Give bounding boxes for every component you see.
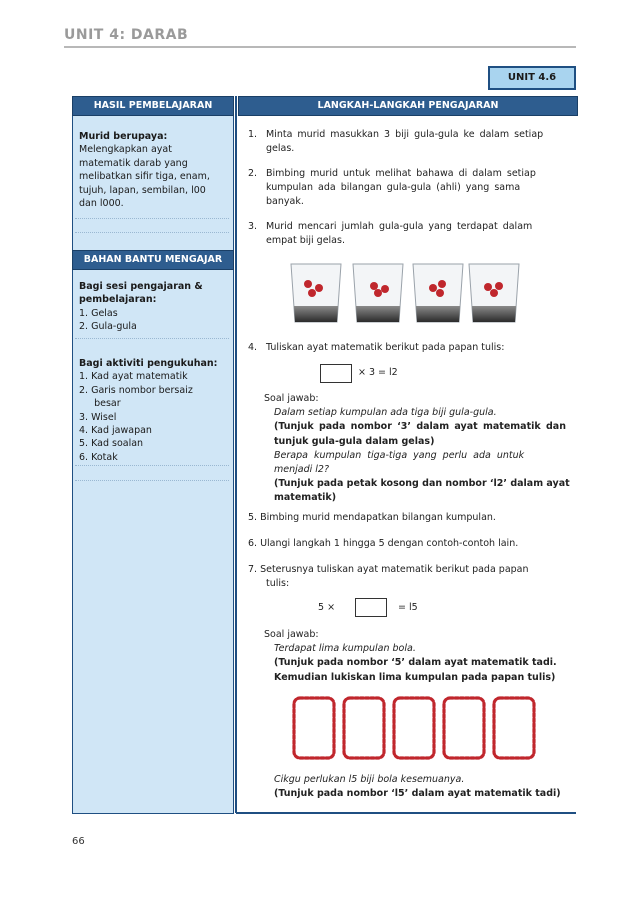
soal-line: Terdapat lima kumpulan bola. bbox=[274, 643, 416, 655]
step-5: 5. Bimbing murid mendapatkan bilangan kumpulan. bbox=[248, 512, 496, 523]
soal-line: Dalam setiap kumpulan ada tiga biji gula-gula. bbox=[274, 407, 497, 419]
bead-group bbox=[444, 698, 484, 758]
step-text: Minta murid masukkan 3 biji gula-gula ke dalam setiap bbox=[266, 129, 544, 140]
aktiviti-item: 3. Wisel bbox=[79, 411, 117, 423]
aktiviti-item: 2. Garis nombor bersaiz bbox=[79, 384, 193, 396]
soal-line: (Tunjuk pada nombor ‘5’ dalam ayat matematik tadi. bbox=[274, 657, 557, 669]
step-6: 6. Ulangi langkah 1 hingga 5 dengan contoh-contoh lain. bbox=[248, 538, 519, 549]
dotted-divider bbox=[75, 465, 229, 466]
hasil-heading: Murid berupaya: bbox=[79, 131, 168, 142]
sesi-item: 2. Gula-gula bbox=[79, 321, 137, 333]
glass-image bbox=[288, 262, 344, 324]
step-text: Murid mencari jumlah gula-gula yang terdapat dalam bbox=[266, 221, 533, 232]
bead-group bbox=[294, 698, 334, 758]
step-3 bbox=[248, 220, 570, 248]
soal-jawab-2 bbox=[264, 628, 570, 685]
soal-line: (Tunjuk pada nombor ‘3’ dalam ayat matematik dan bbox=[274, 421, 566, 433]
table-bottom-rule bbox=[236, 812, 576, 814]
equation-2-right: = l5 bbox=[398, 602, 418, 613]
sesi-item: 1. Gelas bbox=[79, 307, 118, 319]
empty-answer-box bbox=[355, 598, 387, 617]
step-text: gelas. bbox=[266, 143, 295, 155]
soal-label: Soal jawab: bbox=[264, 629, 319, 640]
step-number: 4. bbox=[248, 342, 258, 353]
title-rule bbox=[64, 46, 576, 48]
bahan-section bbox=[79, 280, 229, 334]
bahan-bantu-header: BAHAN BANTU MENGAJAR bbox=[72, 250, 234, 270]
hasil-line: melibatkan sifir tiga, enam, bbox=[79, 171, 210, 183]
aktiviti-item: besar bbox=[79, 398, 121, 410]
empty-answer-box bbox=[320, 364, 352, 383]
soal-jawab-2-end bbox=[274, 773, 574, 801]
equation-2-left: 5 × bbox=[318, 602, 336, 613]
sesi-heading: pembelajaran: bbox=[79, 294, 157, 306]
step-number: 2. bbox=[248, 168, 258, 179]
page-number: 66 bbox=[72, 836, 85, 847]
aktiviti-heading: Bagi aktiviti pengukuhan: bbox=[79, 358, 218, 369]
step-text: banyak. bbox=[266, 196, 304, 208]
unit-title: UNIT 4: DARAB bbox=[64, 27, 189, 43]
bead-group bbox=[494, 698, 534, 758]
aktiviti-item: 6. Kotak bbox=[79, 451, 118, 463]
hasil-line: matematik darab yang bbox=[79, 157, 188, 169]
soal-line: (Tunjuk pada petak kosong dan nombor ‘l2’ dalam ayat bbox=[274, 478, 570, 490]
step-number: 1. bbox=[248, 129, 258, 140]
hasil-line: dan l000. bbox=[79, 198, 124, 210]
glass-image bbox=[410, 262, 466, 324]
soal-jawab-1 bbox=[264, 392, 570, 506]
column-divider bbox=[235, 96, 237, 813]
dotted-divider bbox=[75, 218, 229, 219]
sesi-heading: Bagi sesi pengajaran & bbox=[79, 281, 203, 292]
hasil-pembelajaran-header: HASIL PEMBELAJARAN bbox=[72, 96, 234, 116]
dotted-divider bbox=[75, 232, 229, 233]
aktiviti-item: 1. Kad ayat matematik bbox=[79, 371, 188, 383]
step-text: tulis: bbox=[266, 578, 290, 590]
soal-line: Berapa kumpulan tiga-tiga yang perlu ada untuk bbox=[274, 449, 525, 461]
soal-line: menjadi l2? bbox=[274, 464, 329, 476]
hasil-line: tujuh, lapan, sembilan, l00 bbox=[79, 184, 206, 196]
soal-label: Soal jawab: bbox=[264, 393, 319, 404]
aktiviti-section bbox=[79, 357, 229, 464]
step-text: empat biji gelas. bbox=[266, 235, 345, 247]
langkah-header: LANGKAH-LANGKAH PENGAJARAN bbox=[238, 96, 578, 116]
step-7 bbox=[248, 563, 570, 591]
soal-line: Kemudian lukiskan lima kumpulan pada papan tulis) bbox=[274, 671, 556, 683]
glass-image bbox=[466, 262, 522, 324]
five-groups-illustration bbox=[290, 694, 540, 762]
dotted-divider bbox=[75, 338, 229, 339]
step-2 bbox=[248, 167, 570, 210]
step-text: Bimbing murid untuk melihat bahawa di dalam setiap bbox=[266, 168, 536, 179]
hasil-line: Melengkapkan ayat bbox=[79, 144, 172, 156]
bead-group bbox=[394, 698, 434, 758]
step-4 bbox=[248, 341, 570, 355]
glass-image bbox=[350, 262, 406, 324]
hasil-section bbox=[79, 130, 229, 210]
soal-line: (Tunjuk pada nombor ‘l5’ dalam ayat matematik tadi) bbox=[274, 788, 561, 800]
equation-1: × 3 = l2 bbox=[358, 367, 398, 378]
step-text: Tuliskan ayat matematik berikut pada papan tulis: bbox=[266, 342, 505, 353]
soal-line: Cikgu perlukan l5 biji bola kesemuanya. bbox=[274, 774, 465, 785]
soal-line: matematik) bbox=[274, 492, 337, 504]
step-1 bbox=[248, 128, 570, 156]
aktiviti-item: 4. Kad jawapan bbox=[79, 425, 152, 437]
unit-badge: UNIT 4.6 bbox=[488, 66, 576, 90]
aktiviti-item: 5. Kad soalan bbox=[79, 438, 144, 450]
step-text: 7. Seterusnya tuliskan ayat matematik berikut pada papan bbox=[248, 564, 529, 575]
step-number: 3. bbox=[248, 221, 258, 232]
step-text: kumpulan ada bilangan gula-gula (ahli) yang sama bbox=[266, 182, 521, 194]
bead-group bbox=[344, 698, 384, 758]
dotted-divider bbox=[75, 480, 229, 481]
soal-line: tunjuk gula-gula dalam gelas) bbox=[274, 435, 435, 447]
